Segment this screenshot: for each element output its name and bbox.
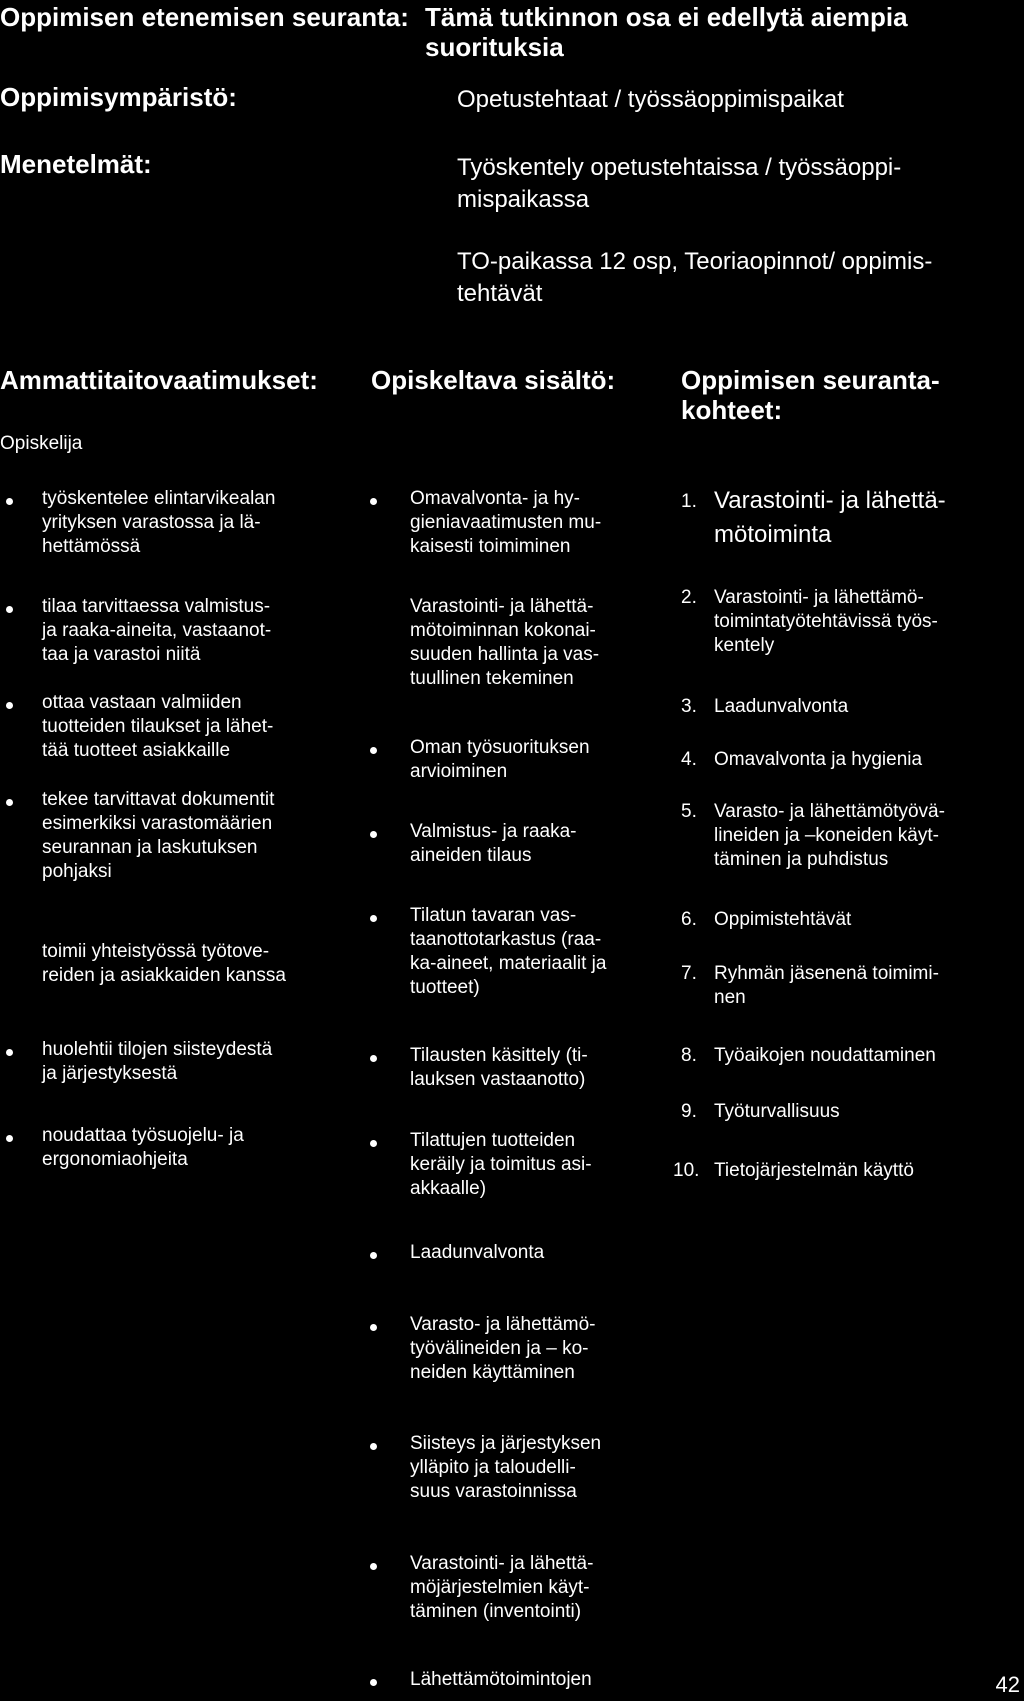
- bullet-icon: [370, 831, 377, 838]
- tracking-item: Varastointi- ja lähettämö- toimintatyötehtävissä työs- kentely: [714, 587, 938, 656]
- tracking-item: Varasto- ja lähettämötyövä- lineiden ja –koneiden käyt- täminen ja puhdistus: [714, 801, 945, 870]
- methods-label: Menetelmät:: [0, 149, 152, 179]
- tracking-number: 1.: [681, 491, 697, 512]
- tracking-number: 7.: [681, 963, 697, 984]
- tracking-item: Oppimistehtävät: [714, 909, 852, 930]
- tracking-number: 8.: [681, 1045, 697, 1066]
- environment-value: Opetustehtaat / työssäoppimispaikat: [457, 86, 844, 113]
- methods-value-2: TO-paikassa 12 osp, Teoriaopinnot/ oppimis- tehtävät: [457, 248, 933, 307]
- requirement-item: noudattaa työsuojelu- ja ergonomiaohjeita: [42, 1125, 244, 1170]
- bullet-icon: [370, 1055, 377, 1062]
- requirement-item: tekee tarvittavat dokumentit esimerkiksi varastomäärien seurannan ja laskutuksen pohjaksi: [42, 789, 275, 882]
- environment-label: Oppimisympäristö:: [0, 82, 237, 112]
- tracking-item: Laadunvalvonta: [714, 696, 849, 717]
- requirement-item: tilaa tarvittaessa valmistus- ja raaka-aineita, vastaanot- taa ja varastoi niitä: [42, 596, 272, 665]
- tracking-item: Ryhmän jäsenenä toimimi- nen: [714, 963, 939, 1008]
- requirement-item: huolehtii tilojen siisteydestä ja järjestyksestä: [42, 1039, 273, 1084]
- bullet-icon: [370, 1563, 377, 1570]
- bullet-icon: [6, 498, 13, 505]
- bullet-icon: [6, 606, 13, 613]
- bullet-icon: [370, 1324, 377, 1331]
- content-item: Siisteys ja järjestyksen ylläpito ja taloudelli- suus varastoinnissa: [410, 1433, 602, 1502]
- content-item: Tilatun tavaran vas- taanottotarkastus (raa- ka-aineet, materiaalit ja tuotteet): [410, 905, 607, 998]
- bullet-icon: [370, 1679, 377, 1686]
- progress-label: Oppimisen etenemisen seuranta:: [0, 2, 409, 32]
- bullet-icon: [370, 498, 377, 505]
- page-number: 42: [995, 1672, 1020, 1697]
- tracking-item: Työaikojen noudattaminen: [714, 1045, 936, 1066]
- tracking-heading: Oppimisen seuranta- kohteet:: [681, 365, 940, 425]
- requirement-item: työskentelee elintarvikealan yrityksen varastossa ja lä- hettämössä: [42, 488, 276, 557]
- bullet-icon: [6, 1135, 13, 1142]
- tracking-item: Varastointi- ja lähettä- mötoiminta: [714, 487, 946, 548]
- content-item: Tilattujen tuotteiden keräily ja toimitus asi- akkaalle): [410, 1130, 592, 1199]
- content-item: Laadunvalvonta: [410, 1242, 545, 1263]
- content-item: Oman työsuorituksen arvioiminen: [410, 737, 590, 782]
- methods-value-1: Työskentely opetustehtaissa / työssäoppi- mispaikassa: [457, 154, 902, 213]
- content-item: Tilausten käsittely (ti- lauksen vastaanotto): [410, 1045, 588, 1090]
- tracking-number: 2.: [681, 587, 697, 608]
- tracking-item: Työturvallisuus: [714, 1101, 840, 1122]
- bullet-icon: [370, 1140, 377, 1147]
- student-subheading: Opiskelija: [0, 433, 83, 454]
- requirement-item: ottaa vastaan valmiiden tuotteiden tilaukset ja lähet- tää tuotteet asiakkaille: [42, 692, 274, 761]
- tracking-number: 10.: [673, 1160, 700, 1181]
- bullet-icon: [370, 747, 377, 754]
- bullet-icon: [6, 702, 13, 709]
- tracking-number: 3.: [681, 696, 697, 717]
- progress-value: Tämä tutkinnon osa ei edellytä aiempia suorituksia: [425, 2, 908, 62]
- tracking-number: 6.: [681, 909, 697, 930]
- bullet-icon: [370, 1252, 377, 1259]
- content-item: Omavalvonta- ja hy- gieniavaatimusten mu- kaisesti toimiminen: [410, 488, 602, 557]
- bullet-icon: [370, 1443, 377, 1450]
- bullet-icon: [370, 915, 377, 922]
- requirements-heading: Ammattitaitovaatimukset:: [0, 365, 318, 395]
- tracking-number: 9.: [681, 1101, 697, 1122]
- content-item: Varasto- ja lähettämö- työvälineiden ja – ko- neiden käyttäminen: [410, 1314, 596, 1383]
- content-item: Valmistus- ja raaka- aineiden tilaus: [410, 821, 577, 866]
- contents-heading: Opiskeltava sisältö:: [371, 365, 616, 395]
- tracking-item: Tietojärjestelmän käyttö: [714, 1160, 914, 1181]
- content-item: Varastointi- ja lähettä- möjärjestelmien käyt- täminen (inventointi): [410, 1553, 594, 1622]
- tracking-number: 5.: [681, 801, 697, 822]
- bullet-icon: [6, 799, 13, 806]
- content-item: Lähettämötoimintojen: [410, 1669, 592, 1690]
- requirement-item: toimii yhteistyössä työtove- reiden ja asiakkaiden kanssa: [42, 941, 286, 986]
- content-item: Varastointi- ja lähettä- mötoiminnan kokonai- suuden hallinta ja vas- tuullinen tekeminen: [410, 596, 600, 689]
- bullet-icon: [6, 1049, 13, 1056]
- tracking-item: Omavalvonta ja hygienia: [714, 749, 923, 770]
- tracking-number: 4.: [681, 749, 697, 770]
